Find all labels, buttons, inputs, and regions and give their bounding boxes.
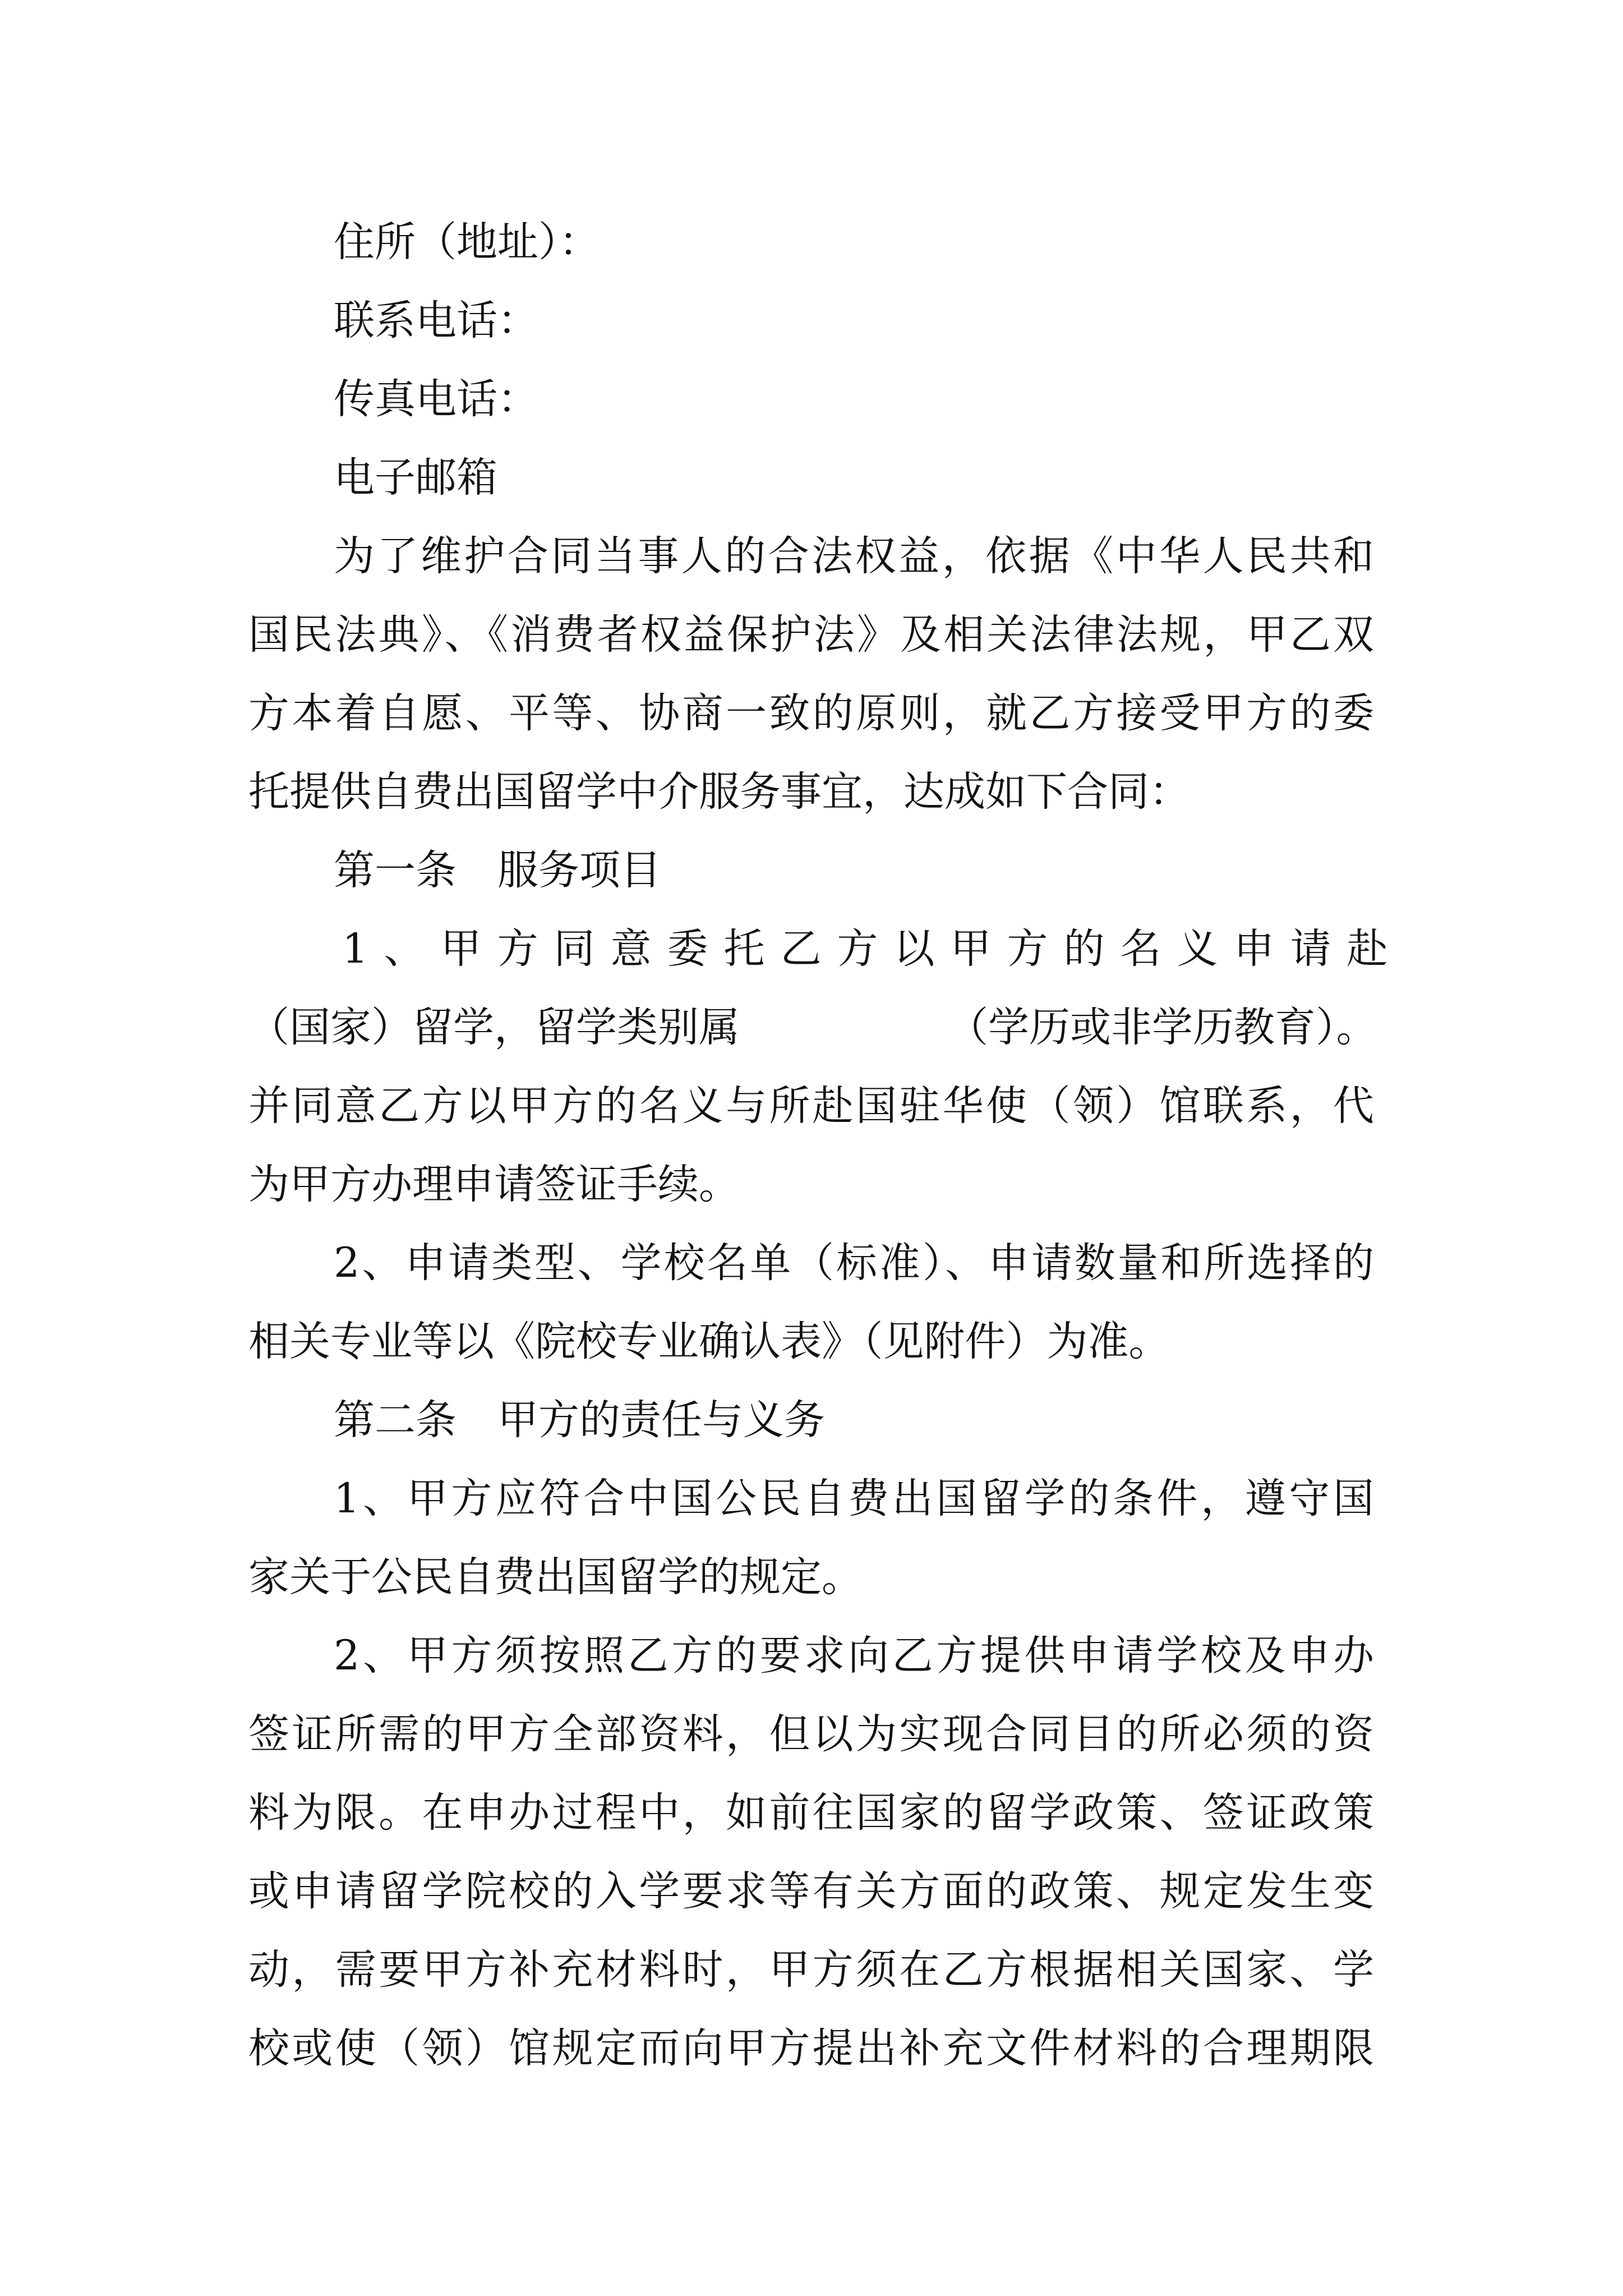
- fax-field: 传真电话：: [334, 375, 538, 423]
- preamble-line: 托提供自费出国留学中介服务事宜，达成如下合同：: [248, 768, 1190, 816]
- article2-item2-line: 校或使（领）馆规定而向甲方提出补充文件材料的合理期限: [248, 2024, 1374, 2072]
- phone-field: 联系电话：: [334, 297, 538, 344]
- preamble-line: 方本着自愿、平等、协商一致的原则，就乙方接受甲方的委: [248, 689, 1374, 737]
- article2-item2-line: 2、甲方须按照乙方的要求向乙方提供申请学校及申办: [334, 1632, 1374, 1680]
- preamble-line: 为了维护合同当事人的合法权益，依据《中华人民共和: [334, 532, 1374, 580]
- article2-heading: 第二条 甲方的责任与义务: [334, 1396, 825, 1444]
- article1-item1-line: [248, 1004, 1377, 1051]
- article1-item1-line: 并同意乙方以甲方的名义与所赴国驻华使（领）馆联系，代: [248, 1082, 1374, 1130]
- email-field: 电子邮箱: [334, 454, 497, 501]
- preamble-line: 国民法典》、《消费者权益保护法》及相关法律法规，甲乙双: [248, 611, 1374, 659]
- article1-heading: 第一条 服务项目: [334, 846, 661, 894]
- article2-item2-line: 动，需要甲方补充材料时，甲方须在乙方根据相关国家、学: [248, 1946, 1374, 1994]
- article2-item2-line: 签证所需的甲方全部资料，但以为实现合同目的所必须的资: [248, 1710, 1374, 1758]
- article1-item2-line: 2、申请类型、学校名单（标准）、申请数量和所选择的: [334, 1239, 1374, 1287]
- article2-item1-line: 1、甲方应符合中国公民自费出国留学的条件，遵守国: [334, 1475, 1374, 1522]
- article2-item2-line: 或申请留学院校的入学要求等有关方面的政策、规定发生变: [248, 1867, 1374, 1915]
- article1-item1-line: 为甲方办理申请签证手续。: [248, 1161, 740, 1208]
- article1-item1-category: （学历或非学历教育）。: [947, 1004, 1377, 1051]
- article1-item1-country: （国家）留学，留学类别属: [248, 1004, 740, 1051]
- address-field: 住所（地址）：: [334, 218, 600, 266]
- article1-item2-line: 相关专业等以《院校专业确认表》（见附件）为准。: [248, 1318, 1170, 1365]
- article2-item2-line: 料为限。在申办过程中，如前往国家的留学政策、签证政策: [248, 1789, 1374, 1837]
- article1-item1-line: 1、甲方同意委托乙方以甲方的名义申请赴: [342, 925, 1404, 973]
- article2-item1-line: 家关于公民自费出国留学的规定。: [248, 1553, 863, 1601]
